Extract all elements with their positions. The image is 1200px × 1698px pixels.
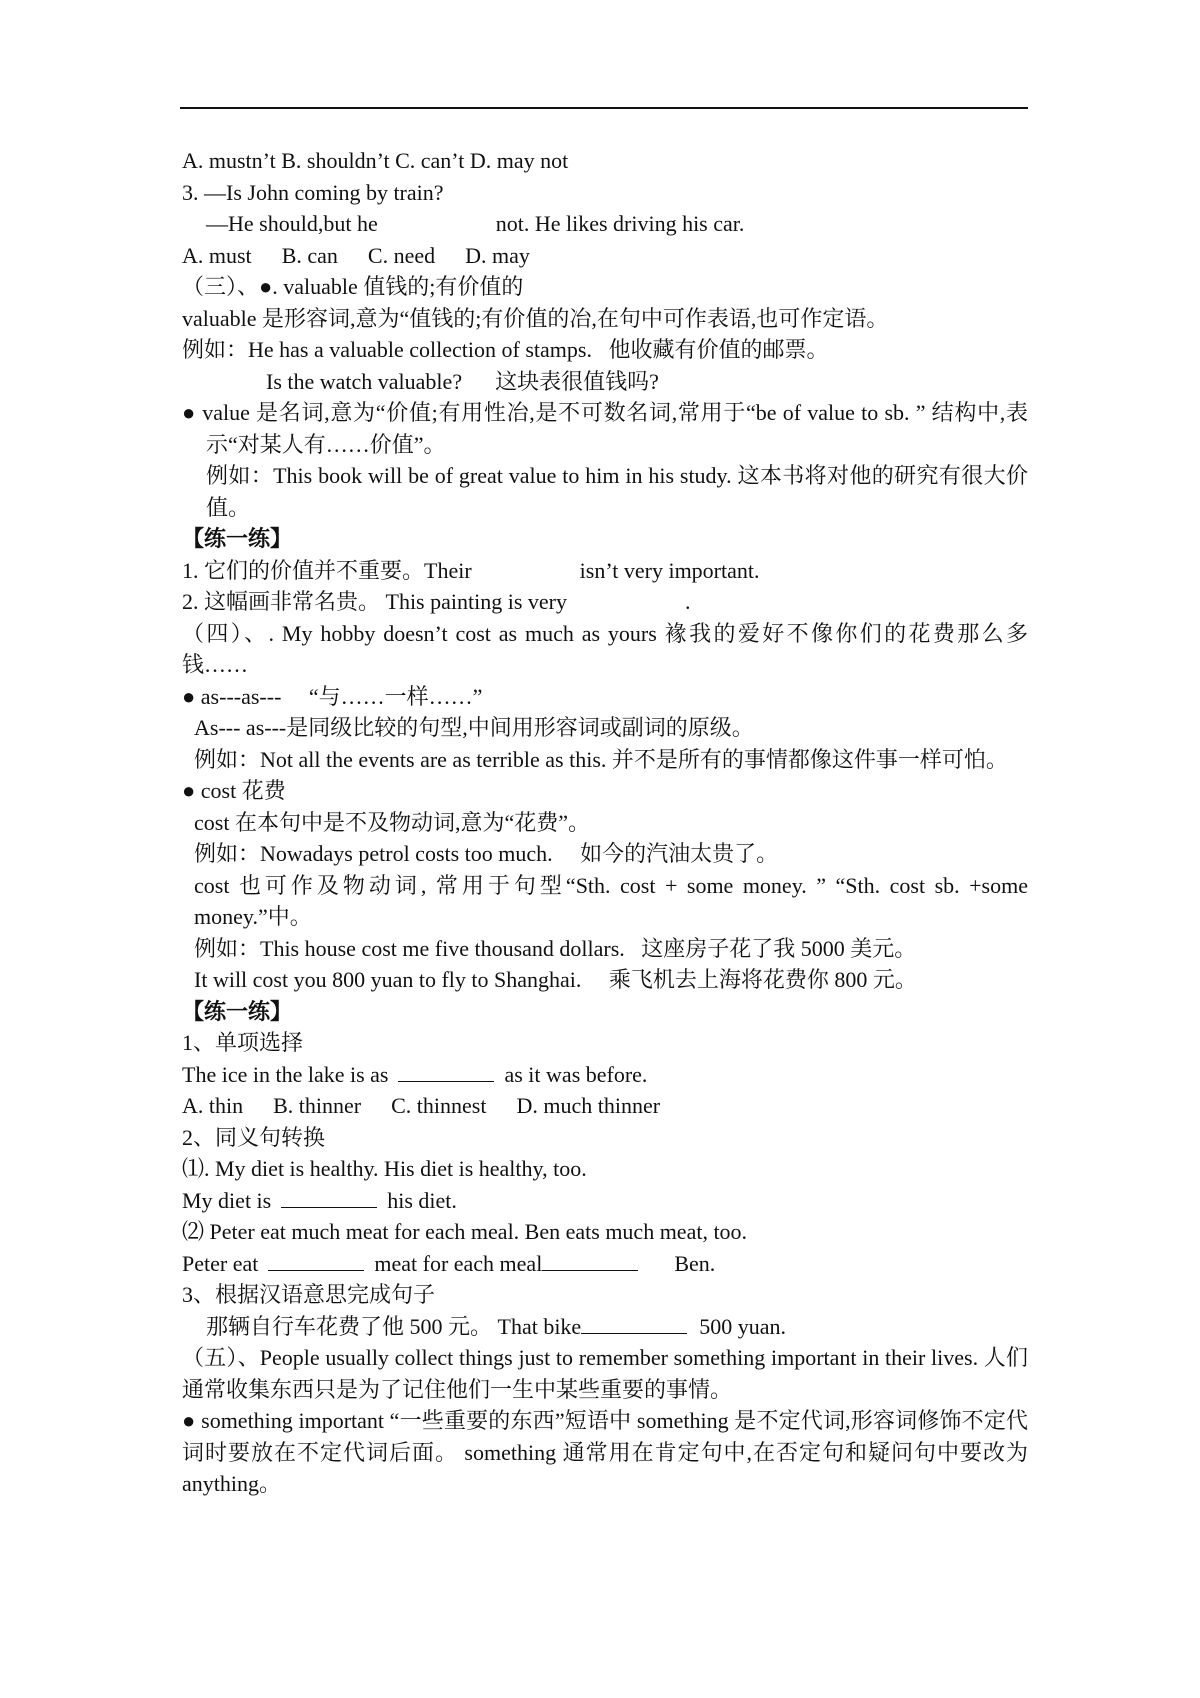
section-4-cost-definition-2: cost 也可作及物动词, 常用于句型“Sth. cost + some money. ” “Sth. cost sb. +some money.”中。 [194, 872, 1028, 929]
exercise-2-item-1: ⑴. My diet is healthy. His diet is healthy, too. [182, 1156, 587, 1181]
section-3-value: ● value 是名词,意为“价值;有用性冶,是不可数名词,常用于“be of value to sb. ” 结构中,表示“对某人有……价值”。 [182, 400, 1028, 457]
practice-heading-2: 【练一练】 [182, 998, 293, 1024]
answer-blank[interactable] [281, 1187, 377, 1208]
practice-1-item-2: 2. 这幅画非常名贵。 This painting is very . [182, 589, 691, 614]
section-3-definition: valuable 是形容词,意为“值钱的;有价值的冶,在句中可作表语,也可作定语。 [182, 305, 889, 331]
exercise-2-item-2-answer: Peter eat meat for each meal Ben. [182, 1250, 716, 1276]
answer-blank[interactable] [542, 1250, 638, 1271]
exercise-3-title: 3、根据汉语意思完成句子 [182, 1282, 436, 1307]
section-4-as-as: ● as---as--- “与……一样……” [182, 683, 483, 709]
section-3-title: （三）、●. valuable 值钱的;有价值的 [182, 274, 524, 299]
section-4-cost-example-3: It will cost you 800 yuan to fly to Shanghai. 乘飞机去上海将花费你 800 元。 [194, 967, 917, 992]
practice-heading-1: 【练一练】 [182, 526, 293, 551]
section-3-example-1: 例如：He has a valuable collection of stamps. 他收藏有价值的邮票。 [182, 337, 829, 362]
section-4-as-as-example: 例如：Not all the events are as terrible as this. 并不是所有的事情都像这件事一样可怕。 [194, 746, 1008, 772]
document-body [182, 145, 1028, 1500]
section-4-cost-example-2: 例如：This house cost me five thousand dollars. 这座房子花了我 5000 美元。 [194, 935, 917, 961]
answer-blank[interactable] [268, 1250, 364, 1271]
exercise-3-item: 那辆自行车花费了他 500 元。 That bike 500 yuan. [206, 1313, 786, 1339]
answer-blank[interactable] [581, 1313, 687, 1334]
section-4-title: （四）、. My hobby doesn’t cost as much as yours 褖我的爱好不像你们的花费那么多钱…… [182, 620, 1028, 677]
options-line: A. mustn’t B. shouldn’t C. can’t D. may not [182, 148, 569, 173]
section-5-title: （五）、People usually collect things just to remember something important in their lives. 人们通常收集东西只是为了记住他们一生中某些重要的事情。 [182, 1345, 1028, 1402]
section-5-definition: ● something important “一些重要的东西”短语中 something 是不定代词,形容词修饰不定代词时要放在不定代词后面。 something 通常用在肯定句中,在否定句和疑问句中要改为 anything。 [182, 1408, 1028, 1496]
header-rule [180, 107, 1028, 109]
section-4-cost-definition: cost 在本句中是不及物动词,意为“花费”。 [194, 809, 590, 835]
exercise-2-item-1-answer: My diet is his diet. [182, 1187, 457, 1213]
section-4-cost-example: 例如：Nowadays petrol costs too much. 如今的汽油太贵了。 [194, 841, 779, 866]
practice-1-item-1: 1. 它们的价值并不重要。Their isn’t very important. [182, 557, 760, 583]
question-3-options: A. must B. can C. need D. may [182, 242, 530, 268]
exercise-1-options: A. thin B. thinner C. thinnest D. much thinner [182, 1093, 661, 1118]
section-3-example-2: Is the watch valuable? 这块表很值钱吗? [266, 368, 659, 394]
question-3: 3. —Is John coming by train? [182, 179, 444, 205]
question-3-answer: —He should,but he not. He likes driving his car. [206, 211, 745, 236]
exercise-1-question: The ice in the lake is as as it was before. [182, 1061, 648, 1087]
exercise-2-title: 2、同义句转换 [182, 1124, 326, 1150]
section-4-as-as-definition: As--- as---是同级比较的句型,中间用形容词或副词的原级。 [194, 715, 754, 740]
exercise-2-item-2: ⑵ Peter eat much meat for each meal. Ben eats much meat, too. [182, 1219, 748, 1244]
section-3-value-example: 例如：This book will be of great value to him in his study. 这本书将对他的研究有很大价值。 [206, 463, 1028, 520]
section-4-cost: ● cost 花费 [182, 778, 286, 803]
exercise-1-title: 1、单项选择 [182, 1030, 304, 1055]
answer-blank[interactable] [398, 1061, 494, 1082]
